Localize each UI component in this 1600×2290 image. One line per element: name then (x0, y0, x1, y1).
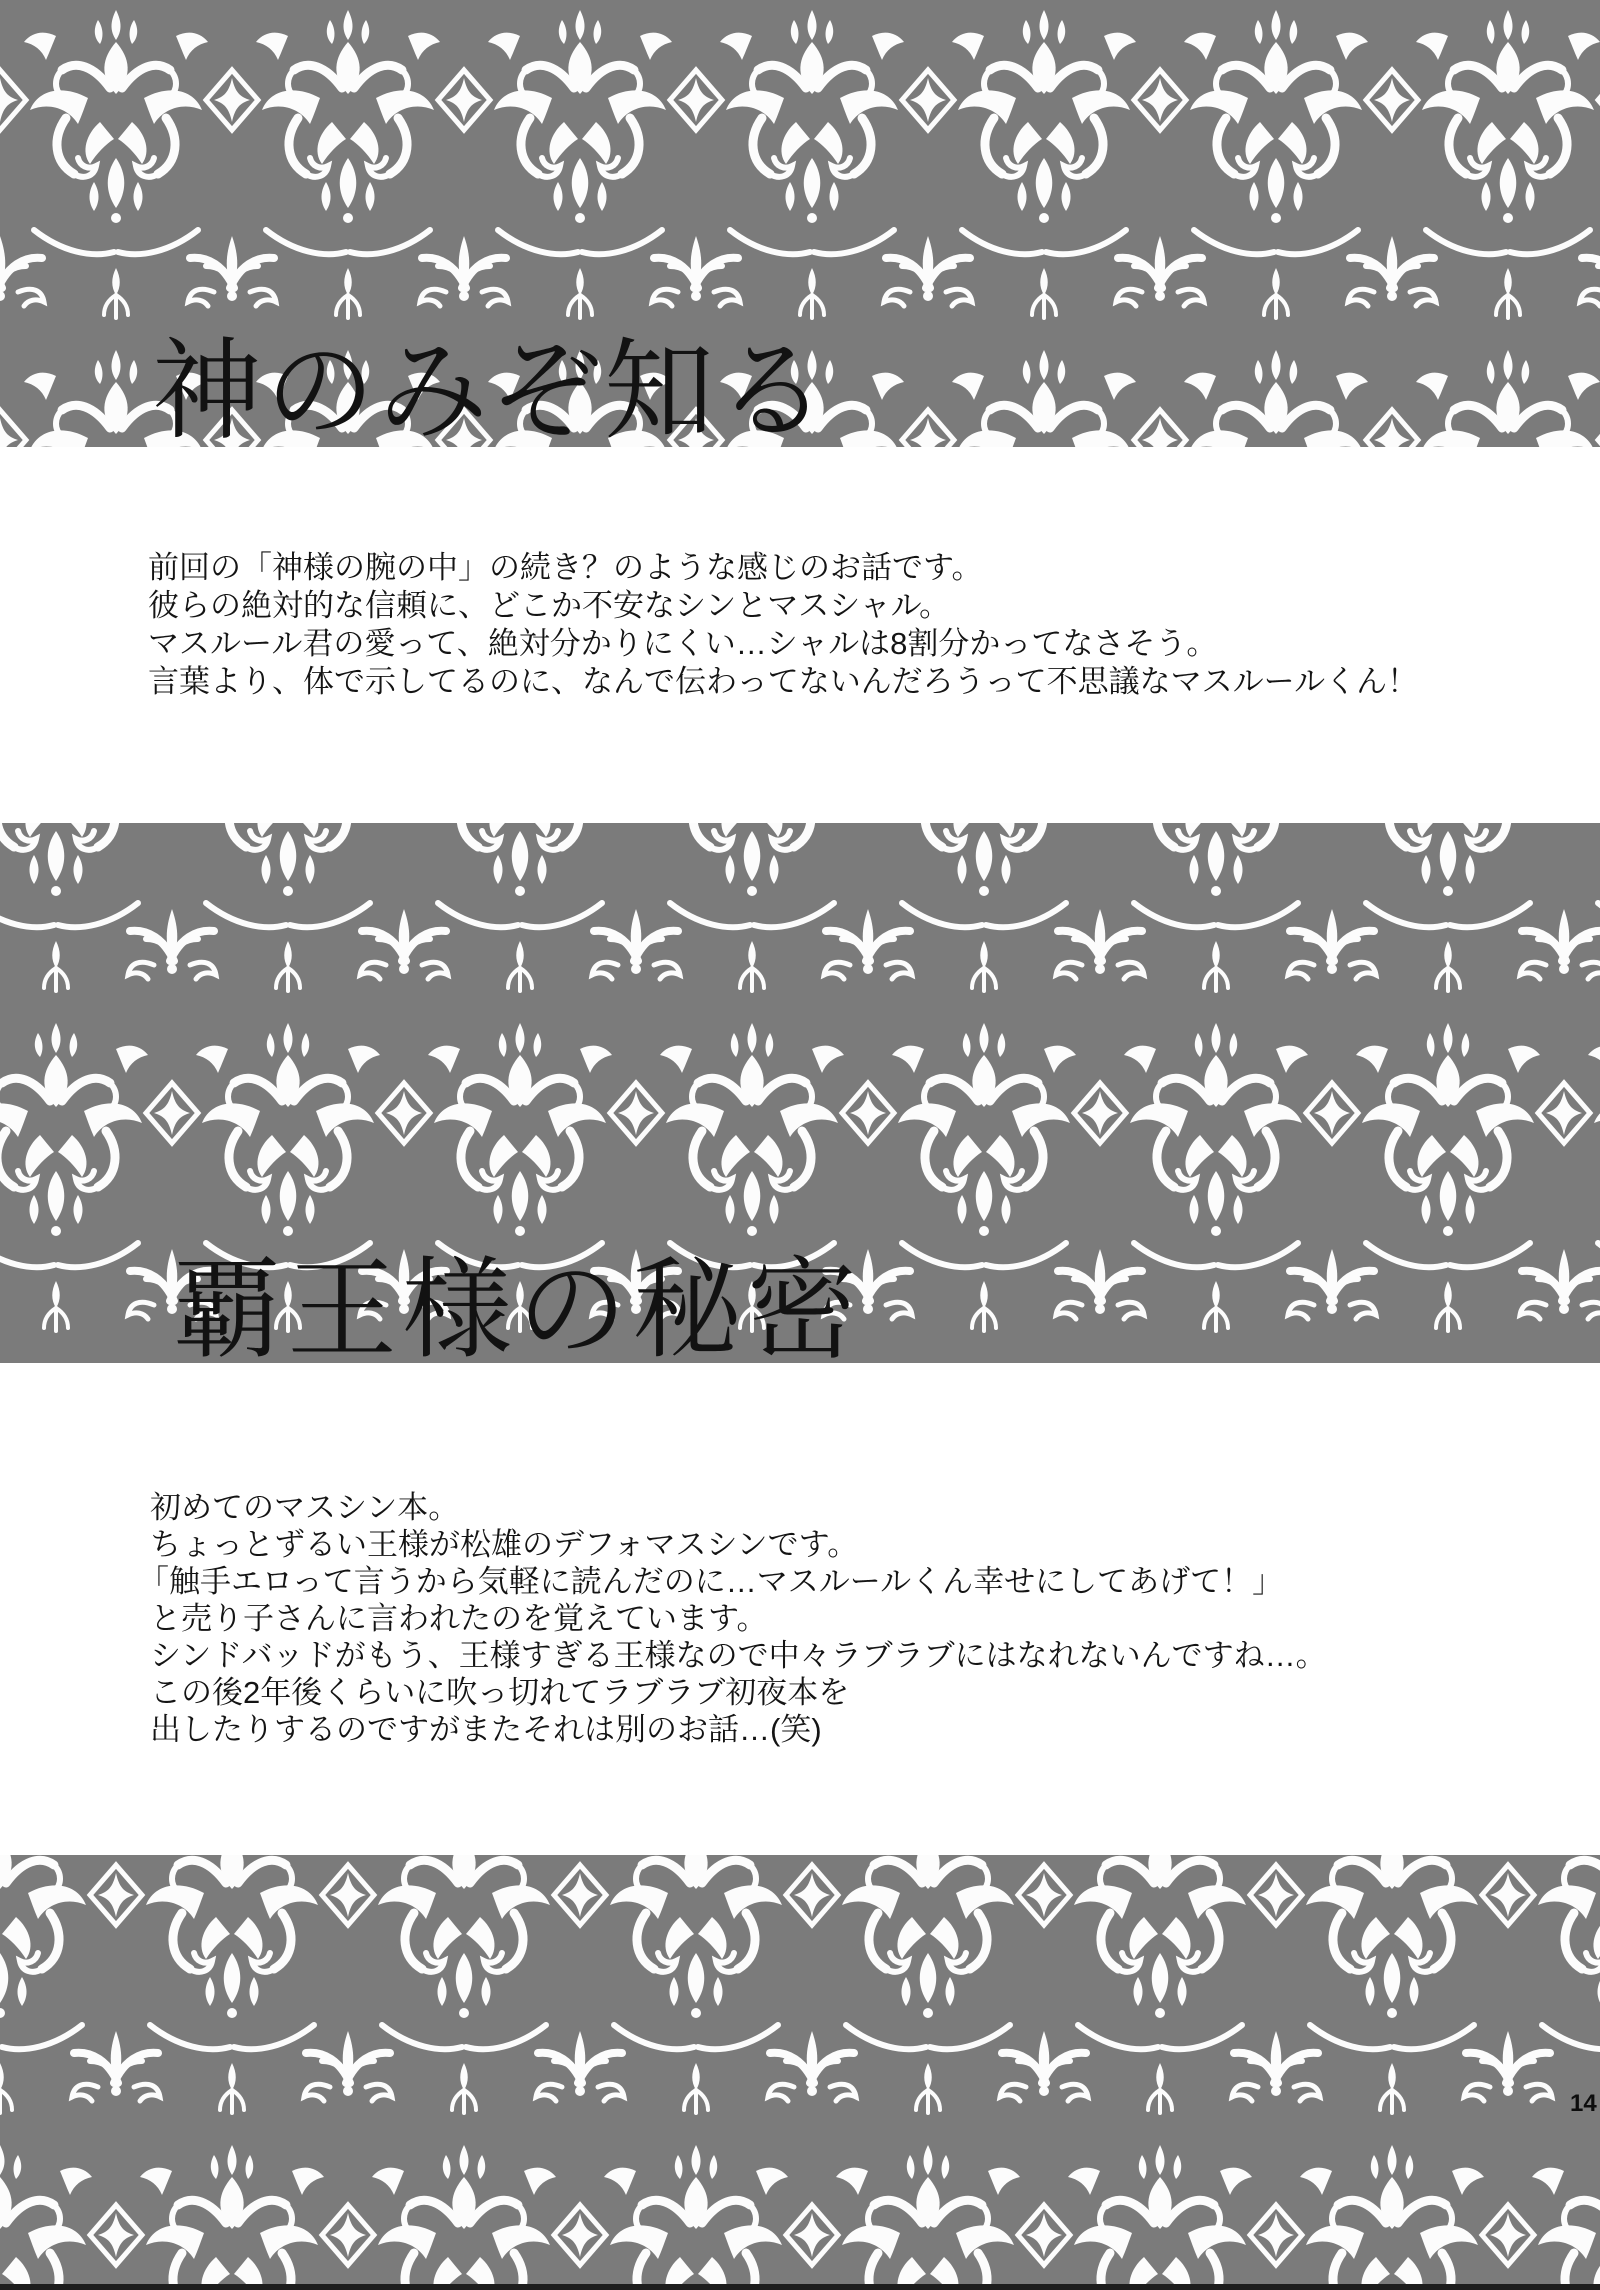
page-number: 14 (1570, 2090, 1597, 2117)
text-line: 「触手エロって言うから気軽に読んだのに…マスルールくん幸せにしてあげて！」 (138, 1564, 1284, 1599)
damask-band-bottom (0, 1855, 1600, 2290)
text-line: マスルール君の愛って、絶対分かりにくい…シャルは8割分かってなさそう。 (148, 626, 1218, 661)
text-line: 出したりするのですがまたそれは別のお話…(笑) (150, 1712, 822, 1747)
story-title-2: 覇王様の秘密 (172, 1246, 862, 1374)
text-line: 前回の「神様の腕の中」の続き？のような感じのお話です。 (148, 550, 983, 585)
text-line: 彼らの絶対的な信頼に、どこか不安なシンとマスシャル。 (148, 588, 951, 623)
text-line: 言葉より、体で示してるのに、なんで伝わってないんだろうって不思議なマスルールくん！ (148, 664, 1419, 699)
story-2-description (138, 1489, 1327, 1748)
text-line: と売り子さんに言われたのを覚えています。 (150, 1601, 768, 1636)
story-title-1: 神のみぞ知る (152, 327, 830, 455)
text-line: この後2年後くらいに吹っ切れてラブラブ初夜本を (150, 1675, 850, 1710)
text-line: ちょっとずるい王様が松雄のデフォマスシンです。 (150, 1527, 859, 1562)
scan-edge (0, 2284, 1600, 2290)
damask-pattern (0, 1855, 1600, 2290)
text-line: 初めてのマスシン本。 (150, 1490, 460, 1525)
text-line: シンドバッドがもう、王様すぎる王様なので中々ラブラブにはなれないんですね…。 (150, 1638, 1327, 1673)
story-1-description (148, 549, 1418, 701)
